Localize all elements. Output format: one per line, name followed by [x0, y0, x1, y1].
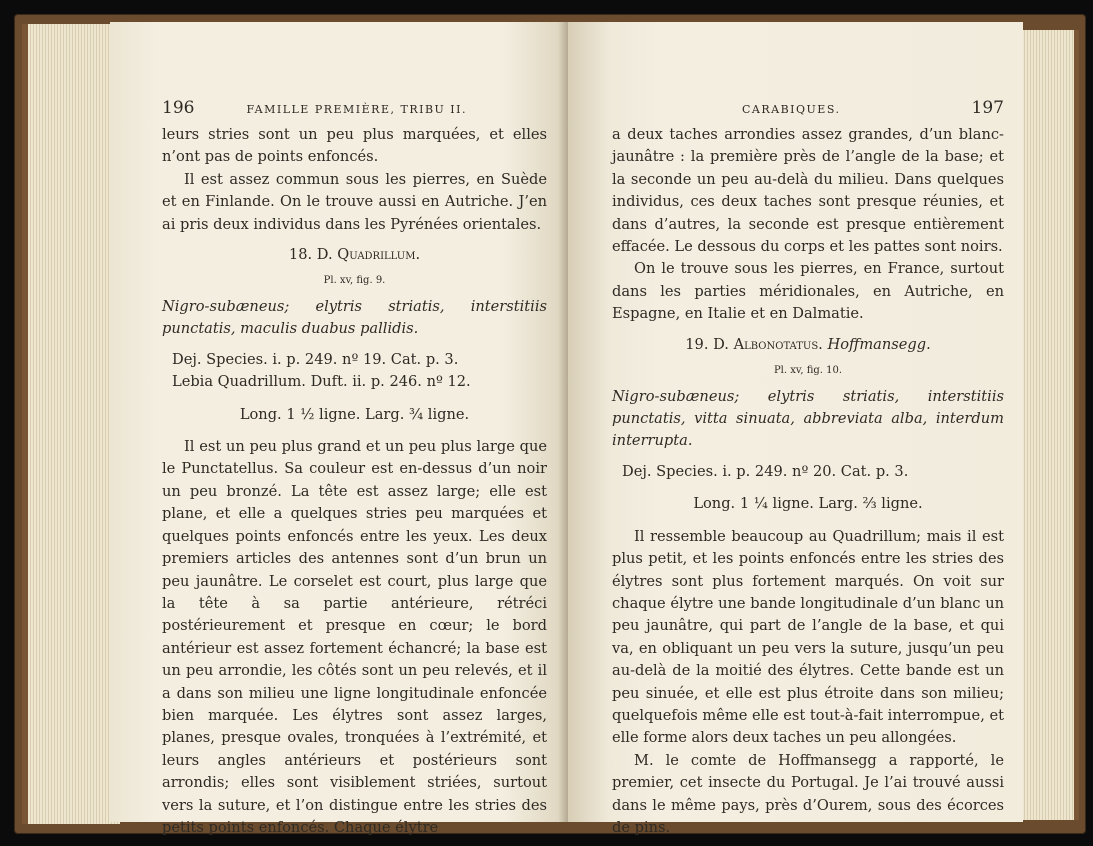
species-number: 19. D.: [685, 335, 729, 353]
reference-line: Dej. Species. i. p. 249. nº 20. Cat. p. 3.: [622, 462, 909, 480]
left-page-content: [162, 98, 547, 839]
right-page: [568, 22, 1023, 836]
running-head-title: FAMILLE PREMIÈRE, TRIBU II.: [246, 103, 467, 116]
paragraph-habitat: On le trouve sous les pierres, en France, surtout dans les parties méridionales, en Autriche, en Espagne, en Italie et en Dalmatie.: [612, 260, 1004, 323]
measurements: Long. 1 ¼ ligne. Larg. ⅔ ligne.: [693, 495, 923, 513]
plate-reference: Pl. xv, fig. 10.: [773, 364, 843, 376]
paragraph-continued: leurs stries sont un peu plus marquées, et elles n’ont pas de points enfoncés.: [162, 126, 547, 166]
paragraph-description: Il est un peu plus grand et un peu plus large que le Punctatellus. Sa couleur est en-dessus d’un noir un peu bronzé. La tête est assez large; elle est plane, et elle a quelques stries peu marquées et quelques points enfoncés entre les yeux. Les deux premiers articles des antennes sont d’un brun un peu jaunâtre. Le corselet est court, plus large que la tête à sa partie antérieure, rétréci postérieurement et presque en cœur; le bord antérieur est assez fortement échancré; la base est un peu arrondie, les côtés sont un peu relevés, et il a dans son milieu une ligne longitudinale enfoncée bien marquée. Les élytres sont assez larges, planes, presque ovales, tronquées à l’extrémité, et leurs angles antérieurs et postérieurs sont arrondis; elles sont visiblement striées, surtout vers la suture, et l’on distingue entre les stries des petits points enfoncés. Chaque élytre: [162, 438, 547, 836]
latin-diagnosis: Nigro-subæneus; elytris striatis, interstitiis punctatis, maculis duabus pallidis.: [162, 298, 547, 338]
latin-diagnosis: Nigro-subæneus; elytris striatis, interstitiis punctatis, vitta sinuata, abbreviata alba, interdum interrupta.: [612, 387, 1004, 450]
species-name: Albonotatus.: [733, 335, 823, 353]
reference-line: Dej. Species. i. p. 249. nº 19. Cat. p. 3.: [172, 350, 459, 368]
running-head-title: CARABIQUES.: [742, 103, 841, 116]
page-edges-right: [1018, 30, 1079, 820]
plate-reference: Pl. xv, fig. 9.: [323, 275, 386, 287]
right-running-head: [612, 98, 1004, 124]
species-number: 18. D.: [288, 246, 333, 264]
measurements: Long. 1 ½ ligne. Larg. ¾ ligne.: [239, 405, 470, 423]
species-author: Hoffmansegg.: [827, 335, 931, 353]
page-edges-left: [22, 24, 120, 824]
page-number: 196: [162, 98, 195, 118]
paragraph-description: Il ressemble beaucoup au Quadrillum; mais il est plus petit, et les points enfoncés entre les stries des élytres sont plus fortement marqués. On voit sur chaque élytre une bande longitudinale d’un blanc un peu jaunâtre, qui part de l’angle de la base, et qui va, en obliquant un peu vers la suture, jusqu’un peu au-delà de la moitié des élytres. Cette bande est un peu sinuée, et elle est plus étroite dans son milieu; quelquefois même elle est tout-à-fait interrompue, et elle forme alors deux taches un peu allongées.: [612, 527, 1004, 747]
species-name: Quadrillum.: [337, 246, 421, 264]
paragraph-habitat: Il est assez commun sous les pierres, en Suède et en Finlande. On le trouve aussi en Autriche. J’en ai pris deux individus dans les Pyrénées orientales.: [162, 170, 547, 233]
species-heading: [162, 240, 547, 270]
left-running-head: [162, 98, 547, 124]
left-page: [110, 22, 568, 836]
paragraph-note: M. le comte de Hoffmansegg a rapporté, le premier, cet insecte du Portugal. Je l’ai trouvé aussi dans le même pays, près d’Ourem, sous des écorces de pins.: [612, 751, 1004, 836]
paragraph-continued: a deux taches arrondies assez grandes, d’un blanc-jaunâtre : la première près de l’angle de la base; et la seconde un peu au-delà du milieu. Dans quelques individus, ces deux taches sont presque réunies, et dans d’autres, la seconde est presque entièrement effacée. Le dessous du corps et les pattes sont noirs.: [612, 126, 1004, 256]
species-heading: [612, 330, 1004, 360]
reference-line: Lebia Quadrillum. Duft. ii. p. 246. nº 12.: [172, 373, 471, 391]
right-page-content: [612, 98, 1004, 839]
page-number: 197: [971, 98, 1004, 118]
